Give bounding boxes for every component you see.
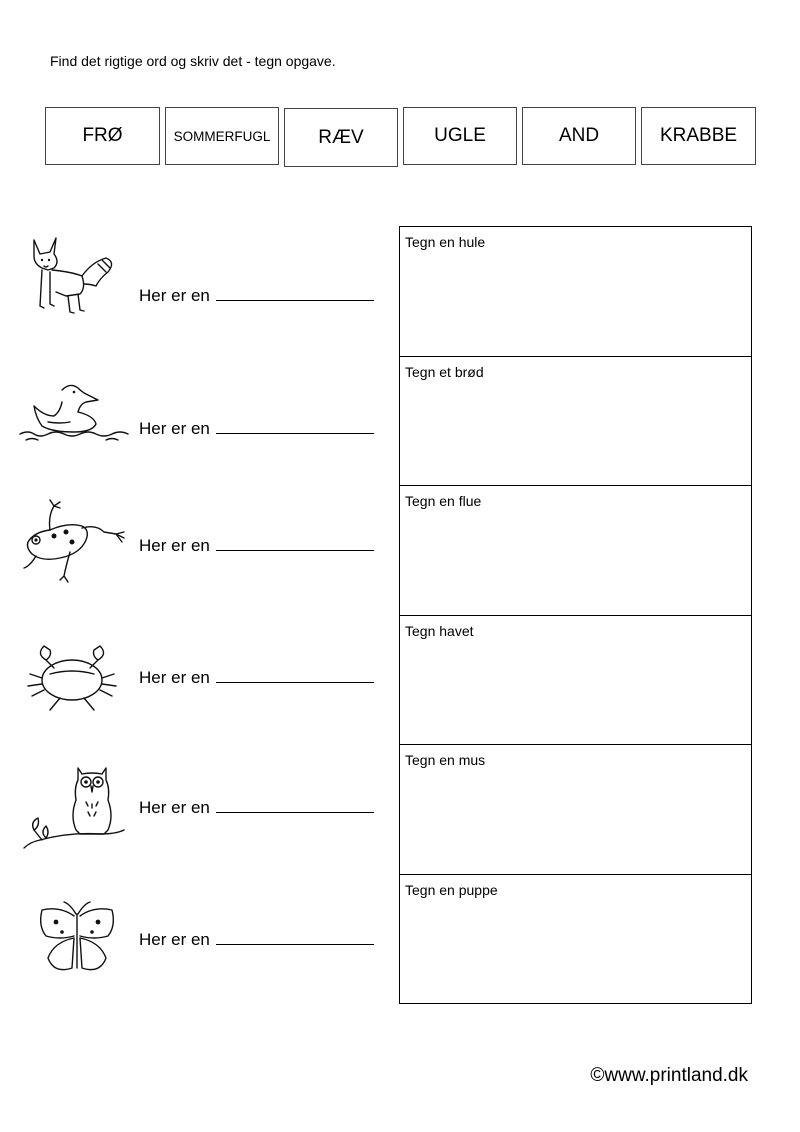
answer-line-4[interactable]	[216, 798, 374, 813]
word-box-0: FRØ	[45, 107, 160, 165]
sentence-4: Her er en	[139, 798, 374, 818]
draw-box-5[interactable]	[400, 875, 751, 1005]
sentence-5: Her er en	[139, 930, 374, 950]
exercise-row-2	[20, 496, 380, 586]
draw-box-3[interactable]	[400, 616, 751, 746]
answer-line-1[interactable]	[216, 419, 374, 434]
word-box-4: AND	[522, 107, 636, 165]
butterfly-icon	[20, 896, 135, 986]
answer-line-0[interactable]	[216, 286, 374, 301]
exercise-row-5	[20, 896, 380, 986]
sentence-0: Her er en	[139, 286, 374, 306]
exercise-row-4	[20, 760, 380, 850]
sentence-1: Her er en	[139, 419, 374, 439]
answer-line-2[interactable]	[216, 536, 374, 551]
answer-line-3[interactable]	[216, 668, 374, 683]
exercise-row-1	[20, 372, 380, 462]
duck-icon	[20, 372, 135, 462]
word-box-5: KRABBE	[641, 107, 756, 165]
draw-box-1[interactable]	[400, 357, 751, 487]
footer-copyright: ©www.printland.dk	[590, 1065, 748, 1086]
word-box-3: UGLE	[403, 107, 517, 165]
draw-box-0[interactable]	[400, 227, 751, 357]
fox-icon	[20, 232, 135, 322]
word-box-2: RÆV	[284, 108, 398, 167]
owl-icon	[20, 760, 135, 850]
draw-prompt-0: Tegn en hule	[405, 234, 486, 250]
answer-line-5[interactable]	[216, 930, 374, 945]
draw-prompt-4: Tegn en mus	[405, 752, 486, 769]
exercise-row-3	[20, 630, 380, 720]
word-bank	[45, 107, 756, 167]
draw-prompt-3: Tegn havet	[405, 622, 474, 639]
word-box-1: SOMMERFUGL	[165, 107, 279, 165]
instruction-text: Find det rigtige ord og skriv det - tegn opgave.	[50, 53, 336, 69]
draw-box-4[interactable]	[400, 745, 751, 875]
crab-icon	[20, 630, 135, 720]
draw-prompt-5: Tegn en puppe	[405, 882, 498, 898]
draw-box-2[interactable]	[400, 486, 751, 616]
drawing-area	[399, 226, 752, 1004]
draw-prompt-2: Tegn en flue	[405, 493, 482, 510]
sentence-3: Her er en	[139, 668, 374, 688]
draw-prompt-1: Tegn et brød	[405, 363, 484, 380]
exercise-row-0	[20, 232, 380, 322]
frog-icon	[20, 496, 135, 586]
sentence-2: Her er en	[139, 536, 374, 556]
